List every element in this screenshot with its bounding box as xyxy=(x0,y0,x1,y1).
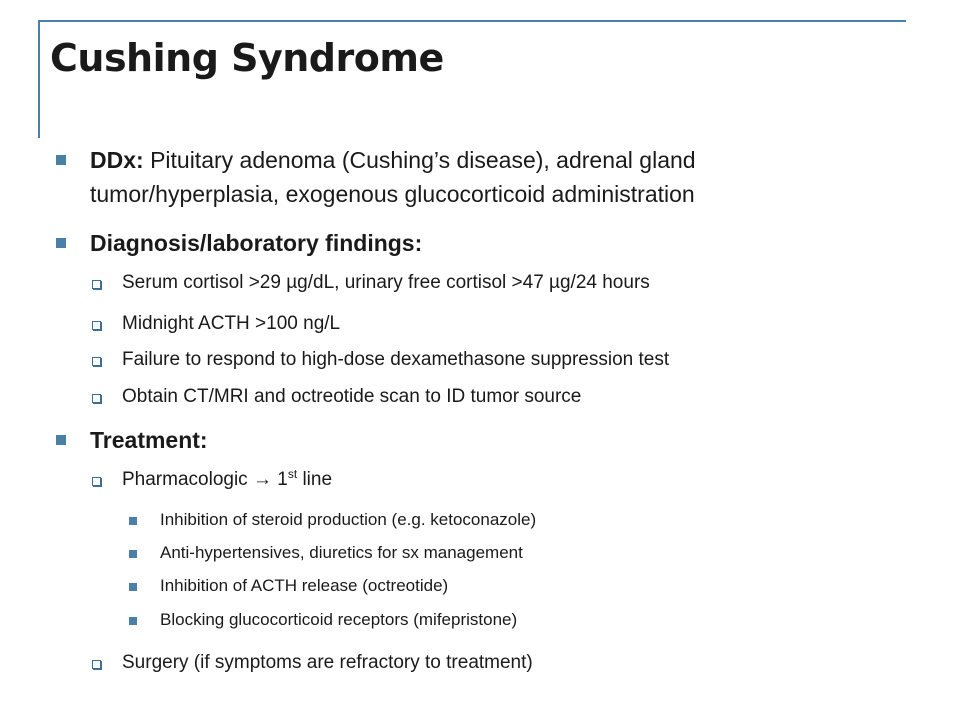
treatment-surgery: Surgery (if symptoms are refractory to treatment) xyxy=(122,650,533,676)
diagnosis-heading: Diagnosis/laboratory findings: xyxy=(90,230,423,256)
hollow-square-bullet-icon xyxy=(92,280,101,289)
line-word: line xyxy=(302,469,333,490)
square-bullet-icon xyxy=(56,155,66,165)
square-bullet-icon xyxy=(56,238,66,248)
hollow-square-bullet-icon xyxy=(92,394,101,403)
small-square-bullet-icon xyxy=(129,583,137,591)
ddx-text-line1: Pituitary adenoma (Cushing’s disease), adrenal gland xyxy=(150,147,696,173)
hollow-square-bullet-icon xyxy=(92,357,101,366)
diagnosis-item: Obtain CT/MRI and octreotide scan to ID tumor source xyxy=(122,384,581,410)
line-superscript: st xyxy=(287,467,298,481)
hollow-square-bullet-icon xyxy=(92,321,101,330)
bullet-ddx-continued xyxy=(90,178,695,210)
bullet-treatment xyxy=(90,424,208,456)
right-arrow-icon: → xyxy=(252,469,272,490)
ddx-text-line2: tumor/hyperplasia, exogenous glucocorticoid administration xyxy=(90,181,695,207)
slide-title: Cushing Syndrome xyxy=(50,36,444,80)
hollow-square-bullet-icon xyxy=(92,660,101,669)
small-square-bullet-icon xyxy=(129,517,137,525)
small-square-bullet-icon xyxy=(129,617,137,625)
pharmacologic-item: Inhibition of ACTH release (octreotide) xyxy=(160,575,448,597)
small-square-bullet-icon xyxy=(129,550,137,558)
bullet-ddx xyxy=(90,144,696,176)
bullet-diagnosis xyxy=(90,227,422,259)
slide-frame-top-line xyxy=(38,20,906,22)
square-bullet-icon xyxy=(56,435,66,445)
pharmacologic-item: Blocking glucocorticoid receptors (mifepristone) xyxy=(160,609,517,631)
slide-frame-left-line xyxy=(38,20,40,138)
treatment-heading: Treatment: xyxy=(90,427,208,453)
line-number: 1 xyxy=(277,469,288,490)
hollow-square-bullet-icon xyxy=(92,477,101,486)
pharmacologic-item: Anti-hypertensives, diuretics for sx management xyxy=(160,542,523,564)
pharmacologic-label: Pharmacologic xyxy=(122,469,248,490)
diagnosis-item: Serum cortisol >29 µg/dL, urinary free cortisol >47 µg/24 hours xyxy=(122,270,650,296)
diagnosis-item: Midnight ACTH >100 ng/L xyxy=(122,311,340,337)
ddx-label: DDx: xyxy=(90,147,144,173)
treatment-pharmacologic xyxy=(122,467,332,493)
diagnosis-item: Failure to respond to high-dose dexamethasone suppression test xyxy=(122,347,669,373)
pharmacologic-item: Inhibition of steroid production (e.g. ketoconazole) xyxy=(160,509,536,531)
